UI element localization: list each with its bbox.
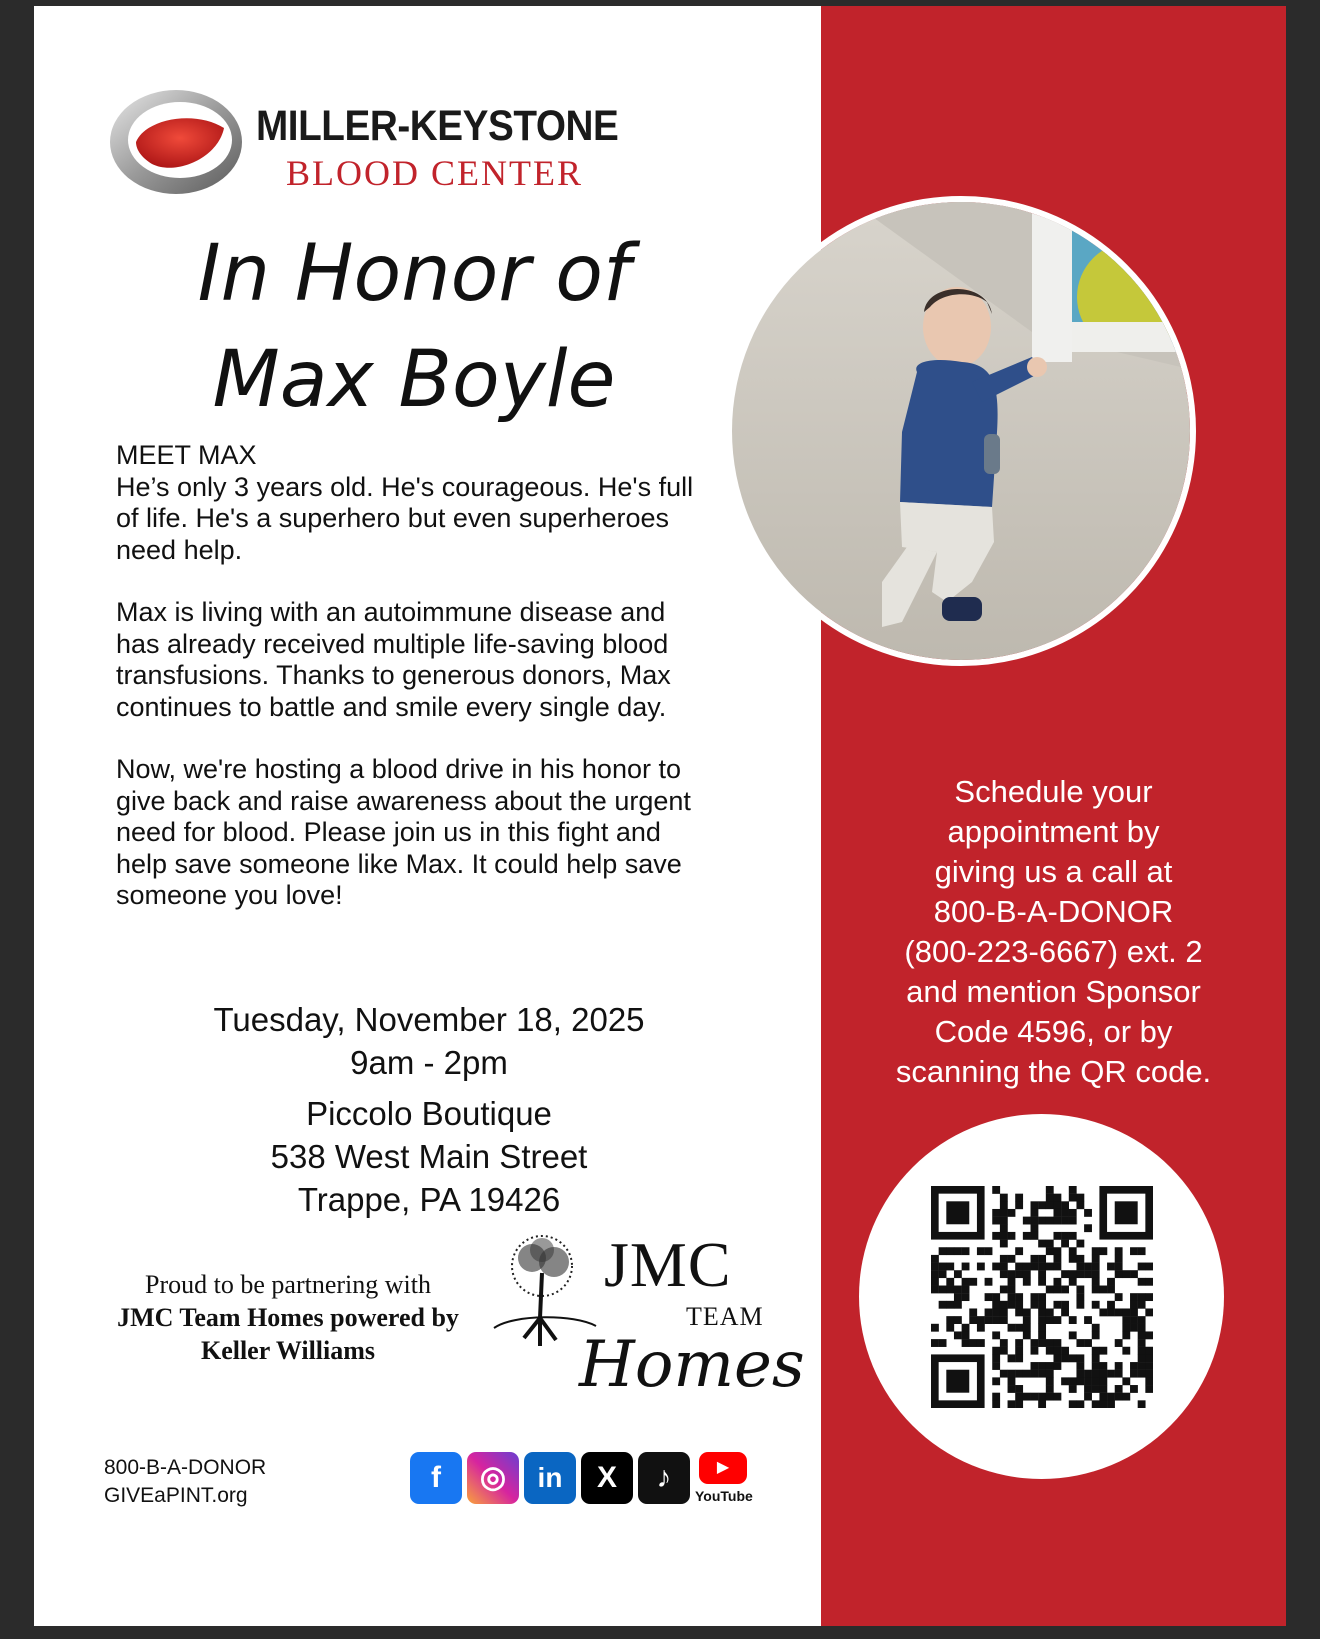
schedule-line-1: Schedule your (954, 774, 1153, 809)
brand-subtitle: BLOOD CENTER (286, 153, 583, 193)
schedule-line-5: (800-223-6667) ext. 2 (904, 934, 1203, 969)
story-paragraph-1-text: He’s only 3 years old. He's courageous. He's full of life. He's a superhero but even superheroes need help. (116, 471, 694, 565)
tiktok-icon[interactable]: ♪ (638, 1452, 690, 1504)
photo-of-boy (732, 202, 1196, 666)
story-text (116, 440, 696, 943)
jmc-logo-text: JMC (604, 1229, 732, 1300)
headline-line-2: Max Boyle (212, 335, 616, 425)
jmc-logo-homes: Homes (579, 1328, 805, 1402)
partner-line-3: Keller Williams (200, 1336, 376, 1365)
contact-info (104, 1454, 266, 1510)
event-date: Tuesday, November 18, 2025 (213, 1001, 645, 1038)
contact-website[interactable]: GIVEaPINT.org (104, 1484, 248, 1507)
story-paragraph-3: Now, we're hosting a blood drive in his honor to give back and raise awareness about the urgent need for blood. Please join us in this fight and help save someone like Max. It could help save someone you love! (116, 754, 691, 910)
youtube-icon[interactable]: ▶ YouTube (695, 1452, 751, 1512)
story-heading: MEET MAX (116, 440, 257, 470)
headline-line-1: In Honor of (197, 229, 631, 319)
event-city: Trappe, PA 19426 (297, 1181, 561, 1218)
schedule-line-3: giving us a call at (934, 854, 1173, 889)
event-street: 538 West Main Street (270, 1138, 588, 1175)
linkedin-icon[interactable]: in (524, 1452, 576, 1504)
brand-name: MILLER-KEYSTONE (256, 102, 619, 150)
instagram-icon[interactable]: ◎ (467, 1452, 519, 1504)
story-paragraph-2: Max is living with an autoimmune disease and has already received multiple life-saving blood transfusions. Thanks to generous donors, Max continues to battle and smile every single day. (116, 597, 671, 722)
schedule-line-4: 800-B-A-DONOR (933, 894, 1174, 929)
qr-code-icon[interactable] (931, 1186, 1153, 1408)
social-icons (410, 1452, 770, 1512)
facebook-icon[interactable]: f (410, 1452, 462, 1504)
contact-phone: 800-B-A-DONOR (104, 1456, 267, 1479)
partner-line-2: JMC Team Homes powered by (117, 1303, 459, 1332)
schedule-line-7: Code 4596, or by (934, 1014, 1173, 1049)
schedule-line-8: scanning the QR code. (895, 1054, 1212, 1089)
x-icon[interactable]: X (581, 1452, 633, 1504)
headline (94, 221, 734, 433)
max-photo (726, 196, 1196, 666)
youtube-label: YouTube (695, 1488, 753, 1504)
event-venue: Piccolo Boutique (306, 1095, 552, 1132)
schedule-instructions (851, 772, 1256, 1092)
partner-text (98, 1268, 478, 1367)
partner-line-1: Proud to be partnering with (145, 1270, 431, 1299)
blood-drop-logo-icon (106, 84, 246, 202)
schedule-line-2: appointment by (947, 814, 1160, 849)
event-details (114, 998, 744, 1221)
qr-code-circle (859, 1114, 1224, 1479)
blood-center-logo (106, 84, 626, 204)
jmc-logo-team: TEAM (686, 1302, 764, 1331)
flyer-page (34, 6, 1286, 1626)
story-paragraph-1 (116, 440, 696, 566)
jmc-team-homes-logo (484, 1228, 805, 1428)
event-time: 9am - 2pm (350, 1044, 508, 1081)
schedule-line-6: and mention Sponsor (906, 974, 1201, 1009)
